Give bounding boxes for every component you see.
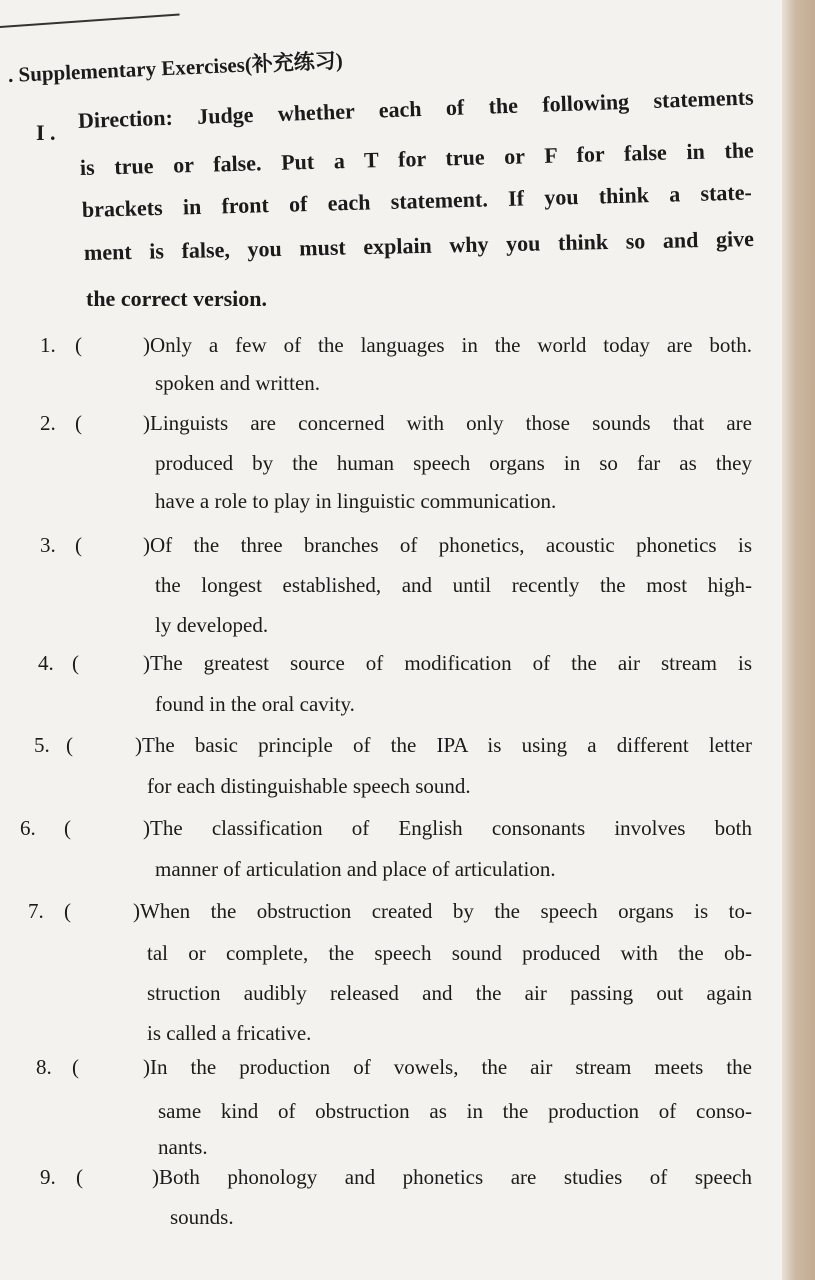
statement-line: tal or complete, the speech sound produced with the ob- [147,941,752,965]
direction-line: ment is false, you must explain why you think so and give [83,225,755,265]
answer-bracket-open: ( [72,1055,79,1079]
direction-line: is true or false. Put a T for true or F for false in the [79,137,755,180]
item-number: 3. [40,533,56,557]
direction-line: Direction: Judge whether each of the following statements [77,84,755,133]
answer-bracket-open: ( [76,1165,83,1189]
item-number: 1. [40,333,56,357]
answer-bracket-open: ( [66,733,73,757]
statement-line: )The greatest source of modification of the air stream is [143,651,752,675]
item-number: 4. [38,651,54,675]
answer-bracket-open: ( [75,411,82,435]
item-number: 9. [40,1165,56,1189]
item-number: 6. [20,816,36,840]
item-number: 5. [34,733,50,757]
statement-line: )In the production of vowels, the air stream meets the [143,1055,752,1079]
statement-line: have a role to play in linguistic communication. [155,489,557,513]
statement-line: struction audibly released and the air passing out again [147,981,752,1005]
answer-bracket-open: ( [75,333,82,357]
direction-line: brackets in front of each statement. If you think a state- [81,179,753,222]
answer-bracket-open: ( [64,899,71,923]
statement-line: nants. [158,1135,208,1159]
statement-line: produced by the human speech organs in so far as they [155,451,752,475]
item-number: 7. [28,899,44,923]
item-number: 8. [36,1055,52,1079]
statement-line: ly developed. [155,613,269,637]
answer-bracket-open: ( [64,816,71,840]
header-rule [0,13,180,28]
statement-line: manner of articulation and place of articulation. [155,857,556,881]
statement-line: is called a fricative. [147,1021,312,1045]
answer-bracket-open: ( [72,651,79,675]
section-title: . Supplementary Exercises(补充练习) [7,48,344,87]
page-edge [782,0,815,1280]
statement-line: )When the obstruction created by the speech organs is to- [133,899,752,923]
direction-marker: I . [36,120,56,145]
statement-line: spoken and written. [155,371,321,395]
statement-line: )Only a few of the languages in the world today are both. [143,333,752,357]
statement-line: sounds. [170,1205,234,1229]
direction-line: the correct version. [86,286,268,311]
statement-line: the longest established, and until recently the most high- [155,573,752,597]
statement-line: )The basic principle of the IPA is using a different letter [135,733,752,757]
statement-line: for each distinguishable speech sound. [147,774,471,798]
statement-line: same kind of obstruction as in the production of conso- [158,1099,752,1123]
statement-line: )Both phonology and phonetics are studies of speech [152,1165,752,1189]
item-number: 2. [40,411,56,435]
statement-line: )Of the three branches of phonetics, acoustic phonetics is [143,533,752,557]
statement-line: )Linguists are concerned with only those sounds that are [143,411,752,435]
answer-bracket-open: ( [75,533,82,557]
statement-line: found in the oral cavity. [155,692,355,716]
statement-line: )The classification of English consonants involves both [143,816,752,840]
